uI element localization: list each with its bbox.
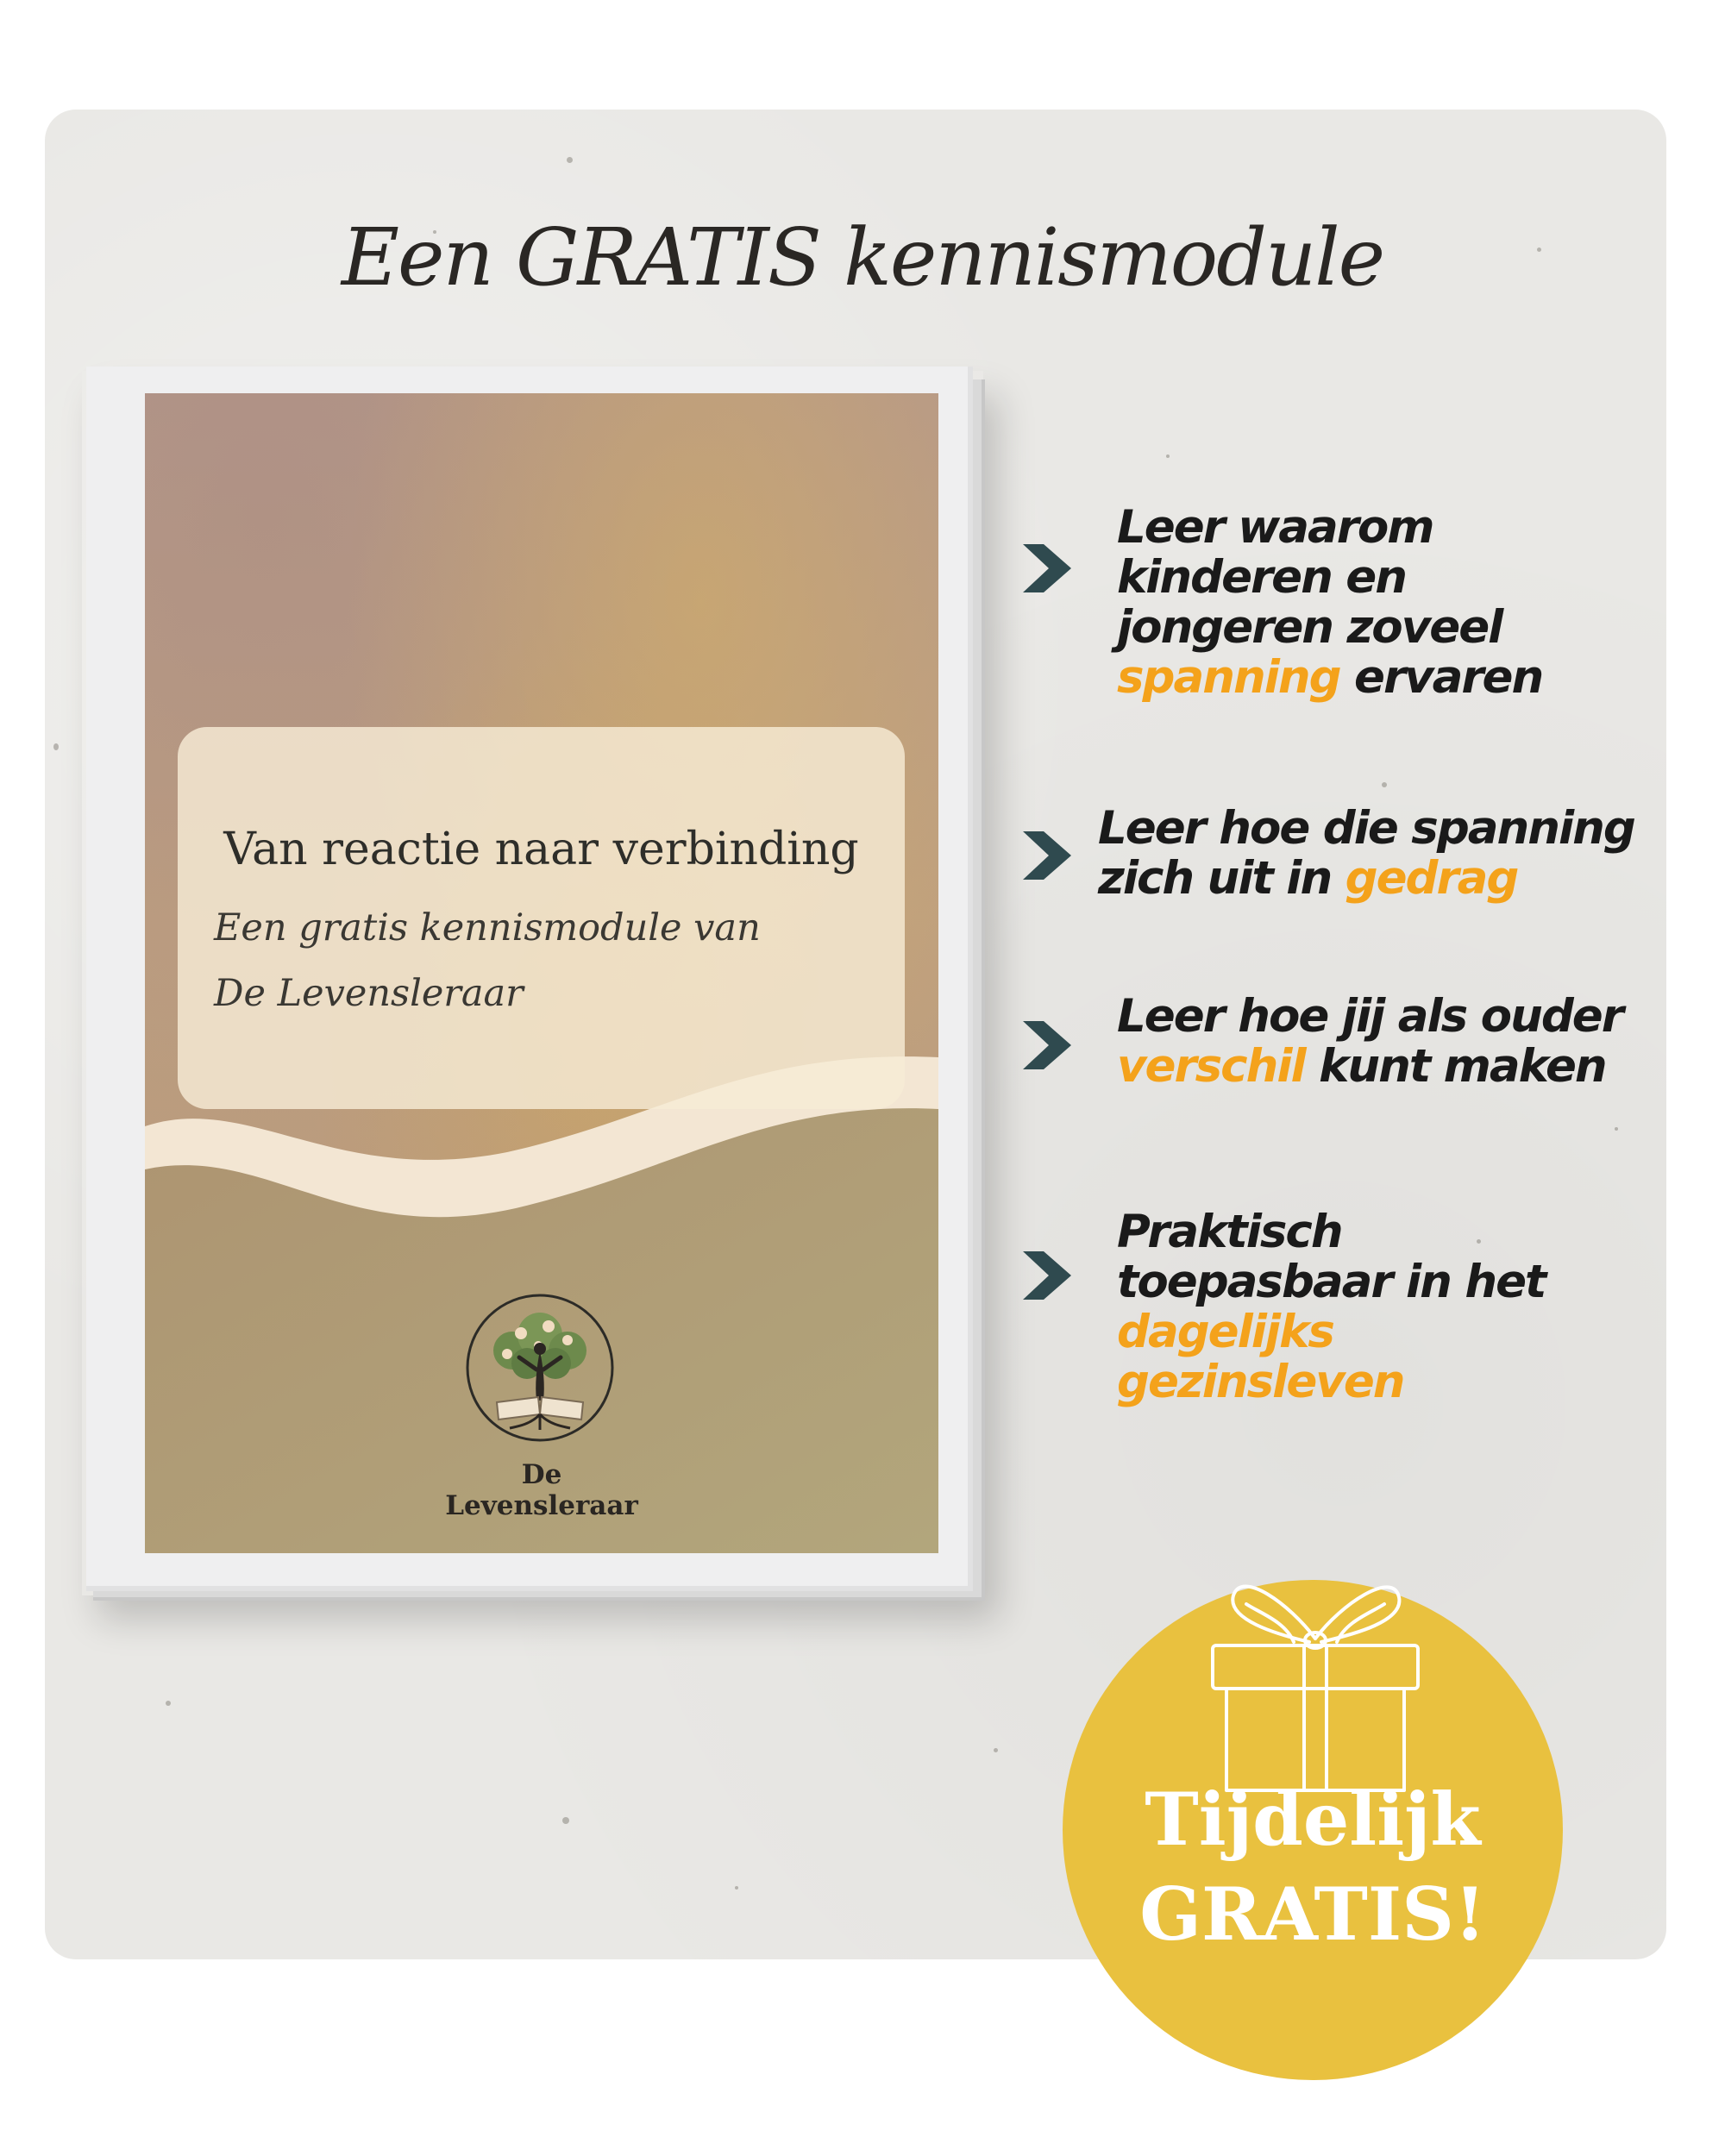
book-cover [145,393,938,1553]
book-subtitle: Een gratis kennismodule van [214,906,761,950]
chevron-right-icon [1018,1246,1076,1305]
logo-name [145,1459,938,1521]
benefit-1-highlight: spanning [1117,651,1340,704]
book-title: Van reactie naar verbinding [223,824,859,875]
benefit-1 [1117,503,1600,703]
gift-icon [1208,1552,1423,1794]
badge-line-2: GRATIS! [1139,1871,1486,1957]
benefit-4 [1117,1207,1600,1407]
benefit-2-text: Leer hoe die spanning zich uit in [1098,802,1634,905]
logo-name-line2: Levensleraar [445,1490,638,1521]
benefit-3-highlight: verschil [1117,1040,1305,1093]
logo-name-line1: De [521,1459,562,1490]
benefit-1-after: ervaren [1354,651,1543,704]
benefit-3-text: Leer hoe jij als ouder [1117,990,1622,1043]
chevron-right-icon [1018,826,1076,885]
benefit-4-text: Praktisch toepasbaar in het [1117,1206,1546,1308]
benefit-2-highlight: gedrag [1345,852,1518,905]
benefit-3 [1117,992,1652,1092]
chevron-right-icon [1018,1016,1076,1075]
benefit-3-after: kunt maken [1319,1040,1606,1093]
benefit-1-text: Leer waarom kinderen en jongeren zoveel [1117,501,1502,654]
chevron-right-icon [1018,539,1076,598]
benefit-4-highlight: dagelijks gezinsleven [1117,1306,1404,1408]
tree-of-life-book-icon [462,1290,618,1445]
benefit-2 [1098,804,1667,904]
book-author: De Levensleraar [214,972,524,1015]
badge-line-1: Tijdelijk [1145,1777,1481,1862]
title-box [178,727,905,1109]
headline: Een GRATIS kennismodule [341,211,1384,304]
